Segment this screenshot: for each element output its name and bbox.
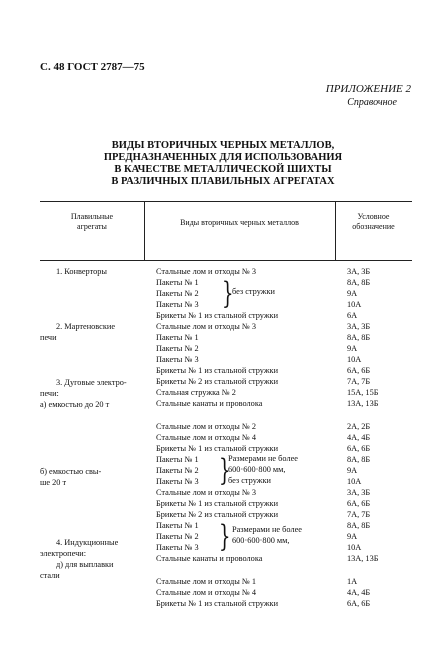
metal-type: Брикеты № 2 из стальной стружки	[156, 510, 279, 519]
designation: 8А, 8Б	[347, 278, 371, 287]
metal-type: Пакеты № 2	[156, 289, 199, 298]
group-note: 600·600·800 мм,	[232, 536, 290, 545]
designation: 10А	[347, 477, 362, 486]
metal-type: Стальные лом и отходы № 4	[156, 588, 256, 597]
metal-type: Стальная стружка № 2	[156, 388, 236, 397]
furnace-label: 3. Дуговые электро-	[56, 378, 127, 387]
metal-type: Пакеты № 1	[156, 455, 199, 464]
group-note: 600·600·800 мм,	[228, 465, 286, 474]
designation: 6А, 6Б	[347, 499, 371, 508]
metal-type: Стальные лом и отходы № 3	[156, 267, 256, 276]
furnace-label: а) емкостью до 20 т	[40, 400, 110, 409]
metal-type: Пакеты № 1	[156, 278, 199, 287]
designation: 4А, 4Б	[347, 588, 371, 597]
metal-type: Пакеты № 1	[156, 521, 199, 530]
designation: 7А, 7Б	[347, 510, 371, 519]
furnace-label: б) емкостью свы-	[40, 467, 102, 476]
metal-type: Стальные канаты и проволока	[156, 399, 263, 408]
document-title	[0, 140, 446, 188]
title-line: В РАЗЛИЧНЫХ ПЛАВИЛЬНЫХ АГРЕГАТАХ	[111, 176, 335, 187]
metal-type: Пакеты № 1	[156, 333, 199, 342]
furnace-label: 1. Конверторы	[56, 267, 107, 276]
designation: 4А, 4Б	[347, 433, 371, 442]
designation: 9А	[347, 344, 358, 353]
group-note: без стружки	[228, 476, 271, 485]
designation: 13А, 13Б	[347, 399, 379, 408]
metal-type: Стальные лом и отходы № 3	[156, 488, 256, 497]
title-line: ВИДЫ ВТОРИЧНЫХ ЧЕРНЫХ МЕТАЛЛОВ,	[111, 140, 335, 151]
designation: 8А, 8Б	[347, 333, 371, 342]
designation: 15А, 15Б	[347, 388, 379, 397]
metal-type: Пакеты № 3	[156, 355, 199, 364]
table-top-rule	[40, 201, 412, 202]
table-header-rule	[40, 260, 412, 261]
furnace-label: стали	[40, 571, 60, 580]
column-header-text: агрегаты	[77, 222, 107, 231]
designation: 1А	[347, 577, 358, 586]
furnace-label: д) для выплавки	[56, 560, 114, 569]
metal-type: Пакеты № 3	[156, 300, 199, 309]
metal-type: Брикеты № 1 из стальной стружки	[156, 444, 279, 453]
column-header-text: обозначение	[352, 222, 395, 231]
designation: 3А, 3Б	[347, 322, 371, 331]
designation: 3А, 3Б	[347, 267, 371, 276]
curly-brace-icon: }	[222, 276, 234, 311]
furnace-label: ше 20 т	[40, 478, 67, 487]
column-header-furnaces	[40, 212, 144, 232]
designation: 6А, 6Б	[347, 366, 371, 375]
designation: 10А	[347, 355, 362, 364]
designation: 6А, 6Б	[347, 599, 371, 608]
metal-type: Брикеты № 1 из стальной стружки	[156, 311, 279, 320]
metal-type: Стальные лом и отходы № 2	[156, 422, 256, 431]
designation: 8А, 8Б	[347, 521, 371, 530]
metal-type: Пакеты № 3	[156, 477, 199, 486]
title-line: ПРЕДНАЗНАЧЕННЫХ ДЛЯ ИСПОЛЬЗОВАНИЯ	[103, 152, 343, 163]
page-header: С. 48 ГОСТ 2787—75	[40, 61, 145, 73]
designation: 8А, 8Б	[347, 455, 371, 464]
designation: 10А	[347, 300, 362, 309]
furnace-label: 2. Мартеновские	[56, 322, 115, 331]
metal-type: Брикеты № 1 из стальной стружки	[156, 366, 279, 375]
designation: 6А	[347, 311, 358, 320]
metal-type: Пакеты № 2	[156, 344, 199, 353]
metal-type: Пакеты № 3	[156, 543, 199, 552]
metal-type: Брикеты № 1 из стальной стружки	[156, 599, 279, 608]
column-header-designation	[335, 212, 412, 232]
metal-type: Пакеты № 2	[156, 532, 199, 541]
metal-type: Пакеты № 2	[156, 466, 199, 475]
title-line: В КАЧЕСТВЕ МЕТАЛЛИЧЕСКОЙ ШИХТЫ	[114, 164, 332, 175]
designation: 7А, 7Б	[347, 377, 371, 386]
metal-type: Стальные лом и отходы № 4	[156, 433, 256, 442]
metal-type: Стальные лом и отходы № 3	[156, 322, 256, 331]
designation: 13А, 13Б	[347, 554, 379, 563]
curly-brace-icon: }	[219, 453, 231, 488]
group-note: без стружки	[232, 287, 275, 296]
designation: 9А	[347, 289, 358, 298]
reference-label: Справочное	[347, 97, 397, 108]
designation: 9А	[347, 466, 358, 475]
column-header-text: Плавильные	[70, 212, 114, 221]
group-note: Размерами не более	[232, 525, 302, 534]
column-header-metal-types: Виды вторичных черных металлов	[180, 218, 299, 227]
designation: 2А, 2Б	[347, 422, 371, 431]
header-divider	[144, 201, 145, 260]
designation: 6А, 6Б	[347, 444, 371, 453]
designation: 9А	[347, 532, 358, 541]
furnace-label: печи	[40, 333, 57, 342]
designation: 10А	[347, 543, 362, 552]
curly-brace-icon: }	[219, 519, 231, 554]
furnace-label: печи:	[40, 389, 59, 398]
metal-type: Стальные канаты и проволока	[156, 554, 263, 563]
designation: 3А, 3Б	[347, 488, 371, 497]
metal-type: Стальные лом и отходы № 1	[156, 577, 256, 586]
column-header-text: Условное	[357, 212, 390, 221]
furnace-label: электропечи:	[40, 549, 87, 558]
furnace-label: 4. Индукционные	[56, 538, 119, 547]
metal-type: Брикеты № 2 из стальной стружки	[156, 377, 279, 386]
metal-type: Брикеты № 1 из стальной стружки	[156, 499, 279, 508]
group-note: Размерами не более	[228, 454, 298, 463]
appendix-label: ПРИЛОЖЕНИЕ 2	[325, 83, 411, 95]
